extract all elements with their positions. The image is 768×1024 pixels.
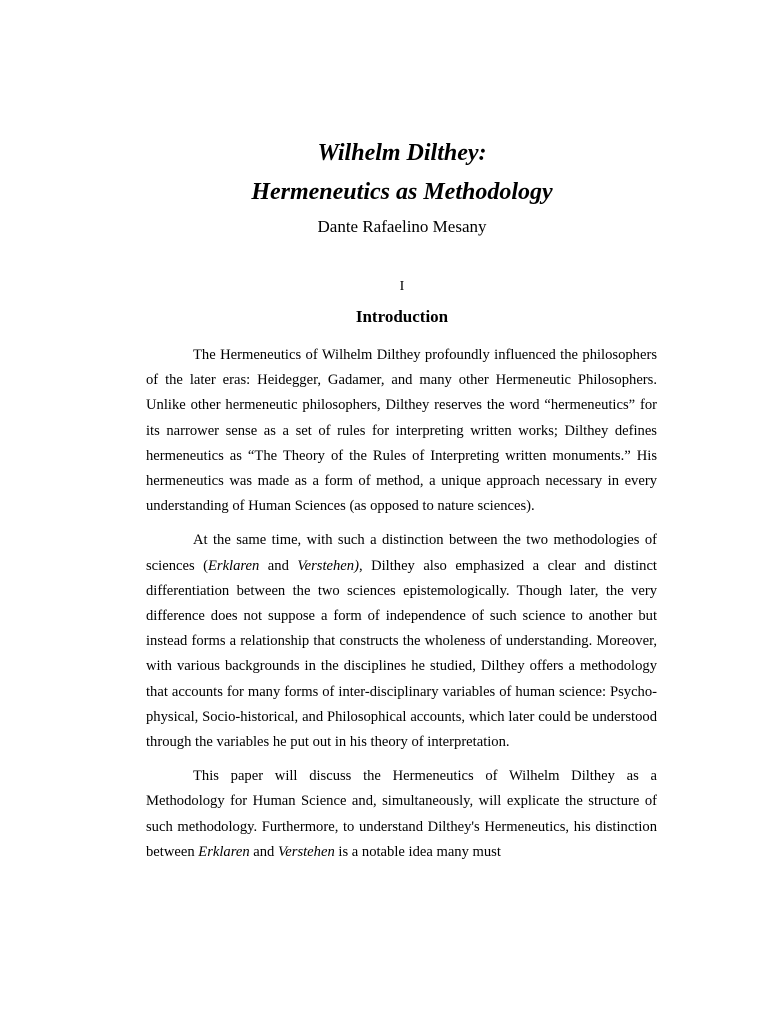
term-erklaren: Erklaren [207, 557, 260, 574]
paragraph-2 [146, 528, 657, 755]
paragraph-2-text-c: , Dilthey also emphasized a clear and distinct differentiation between the two sciences epistemologically. Though later, the very difference does not suppose a form of independence of such science to another but instead forms a relationship that constructs the wholeness of understanding. Moreover, with various backgrounds in the disciplines he studied, Dilthey offers a methodology that accounts for many forms of inter-disciplinary variables of human science: Psycho-physical, Socio-historical, and Philosophical accounts, which later could be understood through the variables he put out in his theory of interpretation. [146, 557, 657, 751]
section-title: Introduction [355, 307, 449, 326]
paragraph-2-text-b: and [259, 557, 298, 574]
term-verstehen: Verstehen) [297, 557, 359, 574]
paragraph-3-text-a: This paper will discuss the Hermeneutics of Wilhelm Dilthey as a Methodology for Human Science and, simultaneously, will explicate the structure of such methodology. Furthermore, to understand Dilthey's Hermeneutics, his distinction between [146, 768, 657, 860]
paragraph-3-text-c: is a notable idea many must [334, 843, 501, 860]
paragraph-3 [146, 764, 657, 865]
body-text [146, 343, 657, 865]
paragraph-2-text-a: At the same time, with such a distinction between the two methodologies of sciences ( [146, 532, 657, 574]
title-line-1: Wilhelm Dilthey: [317, 140, 487, 166]
author-name: Dante Rafaelino Mesany [317, 217, 487, 236]
title-line-2: Hermeneutics as Methodology [251, 179, 553, 205]
term-verstehen: Verstehen [278, 843, 335, 860]
paragraph-1: The Hermeneutics of Wilhelm Dilthey profoundly influenced the philosophers of the later eras: Heidegger, Gadamer, and many other Hermeneutic Philosophers. Unlike other hermeneutic philosophers, Dilthey reserves the word “hermeneutics” for its narrower sense as a set of rules for interpreting written works; Dilthey defines hermeneutics as “The Theory of the Rules of Interpreting written monuments.” His hermeneutics was made as a form of method, a unique approach necessary in every understanding of Human Sciences (as opposed to nature sciences). [146, 347, 657, 515]
term-erklaren: Erklaren [198, 843, 250, 860]
paragraph-3-text-b: and [249, 843, 278, 860]
section-number: I [399, 279, 405, 294]
